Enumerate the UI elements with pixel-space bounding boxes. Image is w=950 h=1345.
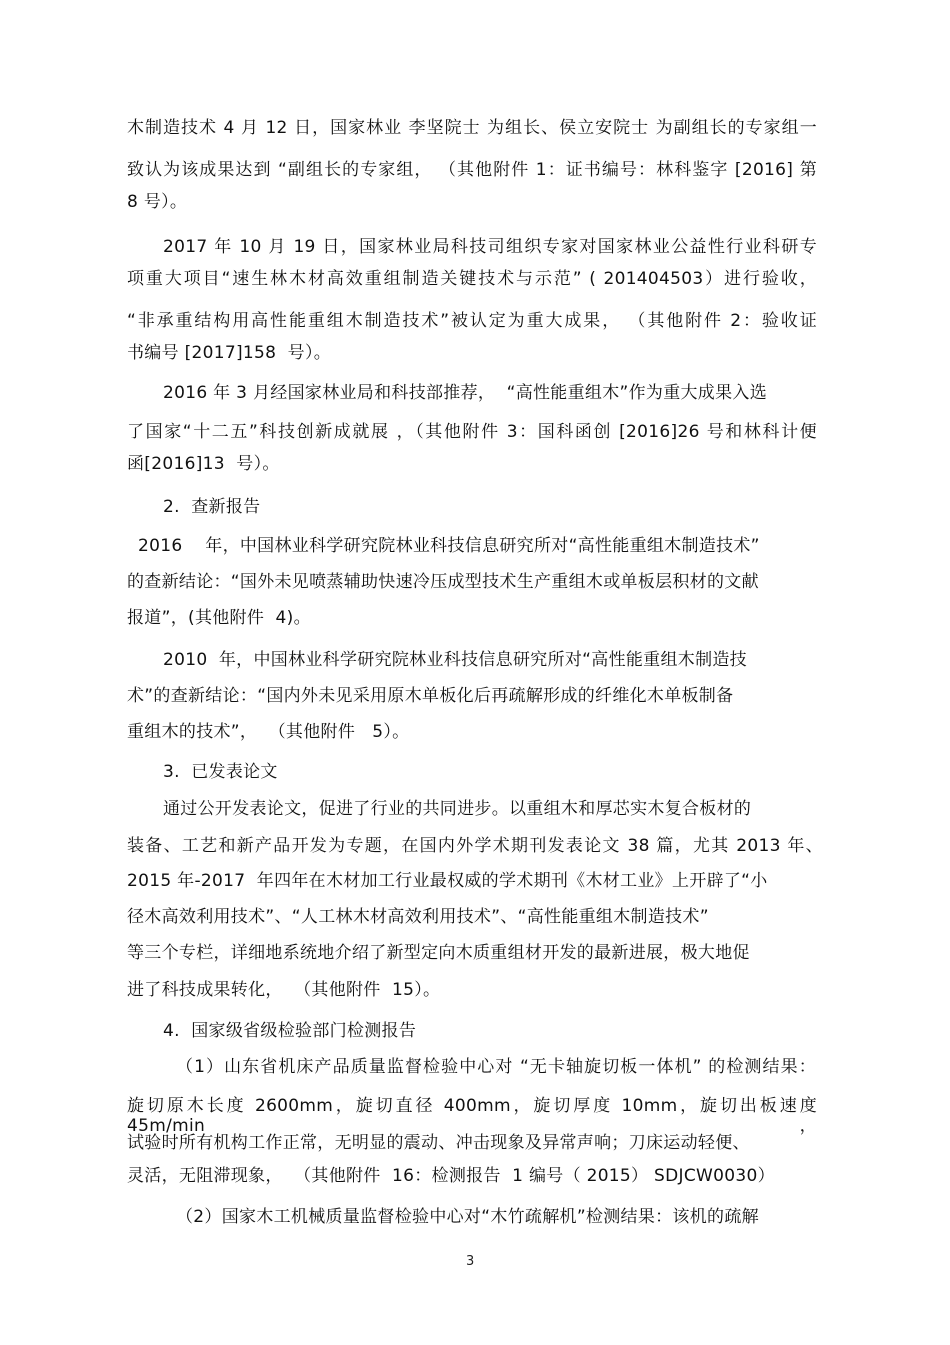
text-line: 等三个专栏，详细地系统地介绍了新型定向木质重组材开发的最新进展，极大地促 — [127, 943, 750, 963]
text-line: 2017 年 10 月 19 日，国家林业局科技司组织专家对国家林业公益性行业科研专 — [163, 237, 817, 257]
text-line: 书编号 [2017]158 号）。 — [127, 343, 332, 363]
text-line: 灵活，无阻滞现象， （其他附件 16：检测报告 1 编号（ 2015） SDJCW0030） — [127, 1166, 775, 1186]
text-line: 装备、工艺和新产品开发为专题，在国内外学术期刊发表论文 38 篇，尤其 2013 年、 — [127, 836, 823, 856]
text-line: 重组木的技术”， （其他附件 5）。 — [127, 722, 410, 742]
page-number: 3 — [466, 1254, 475, 1269]
text-line: 了国家“十二五”科技创新成就展 ，（其他附件 3：国科函创 [2016]26 号和林科计便 — [127, 422, 817, 442]
text-line: 试验时所有机构工作正常，无明显的震动、冲击现象及异常声响；刀床运动轻便、 — [127, 1133, 750, 1153]
text-line: 函[2016]13 号）。 — [127, 454, 280, 474]
text-line: 的查新结论：“国外未见喷蒸辅助快速冷压成型技术生产重组木或单板层积材的文献 — [127, 572, 759, 592]
text-line: （2）国家木工机械质量监督检验中心对“木竹疏解机”检测结果：该机的疏解 — [176, 1207, 759, 1227]
text-line: 2016 年，中国林业科学研究院林业科技信息研究所对“高性能重组木制造技术” — [138, 536, 760, 556]
text-line: 报道”，(其他附件 4)。 — [127, 608, 311, 628]
text-line: 木制造技术 4 月 12 日，国家林业 李坚院士 为组长、侯立安院士 为副组长的专家组一 — [127, 118, 817, 138]
text-line: 8 号）。 — [127, 192, 188, 212]
text-line: 2016 年 3 月经国家林业局和科技部推荐， “高性能重组木”作为重大成果入选 — [163, 383, 768, 403]
text-line: 4. 国家级省级检验部门检测报告 — [163, 1021, 417, 1041]
text-line: 2015 年-2017 年四年在木材加工行业最权威的学术期刊《木材工业》上开辟了“小 — [127, 871, 768, 891]
text-line: 进了科技成果转化， （其他附件 15）。 — [127, 980, 441, 1000]
text-line: 旋切原木长度 2600mm，旋切直径 400mm，旋切厚度 10mm，旋切出板速度 45m/min， — [127, 1096, 817, 1136]
text-line: 2010 年，中国林业科学研究院林业科技信息研究所对“高性能重组木制造技 — [163, 650, 747, 670]
text-line: 致认为该成果达到 “副组长的专家组， （其他附件 1：证书编号：林科鉴字 [2016] 第 — [127, 160, 817, 180]
text-line: （1）山东省机床产品质量监督检验中心对 “无卡轴旋切板一体机” 的检测结果： — [176, 1057, 816, 1077]
text-line: 2. 查新报告 — [163, 497, 261, 517]
text-line: 通过公开发表论文，促进了行业的共同进步。以重组木和厚芯实木复合板材的 — [163, 799, 752, 819]
text-line: 径木高效利用技术”、“人工林木材高效利用技术”、“高性能重组木制造技术” — [127, 907, 709, 927]
text-line: 3. 已发表论文 — [163, 762, 278, 782]
text-line: “非承重结构用高性能重组木制造技术”被认定为重大成果， （其他附件 2：验收证 — [127, 311, 817, 331]
text-line: 术”的查新结论：“国内外未见采用原木单板化后再疏解形成的纤维化木单板制备 — [127, 686, 734, 706]
text-line: 项重大项目“速生林木材高效重组制造关键技术与示范” ( 201404503）进行验收， — [127, 269, 817, 289]
